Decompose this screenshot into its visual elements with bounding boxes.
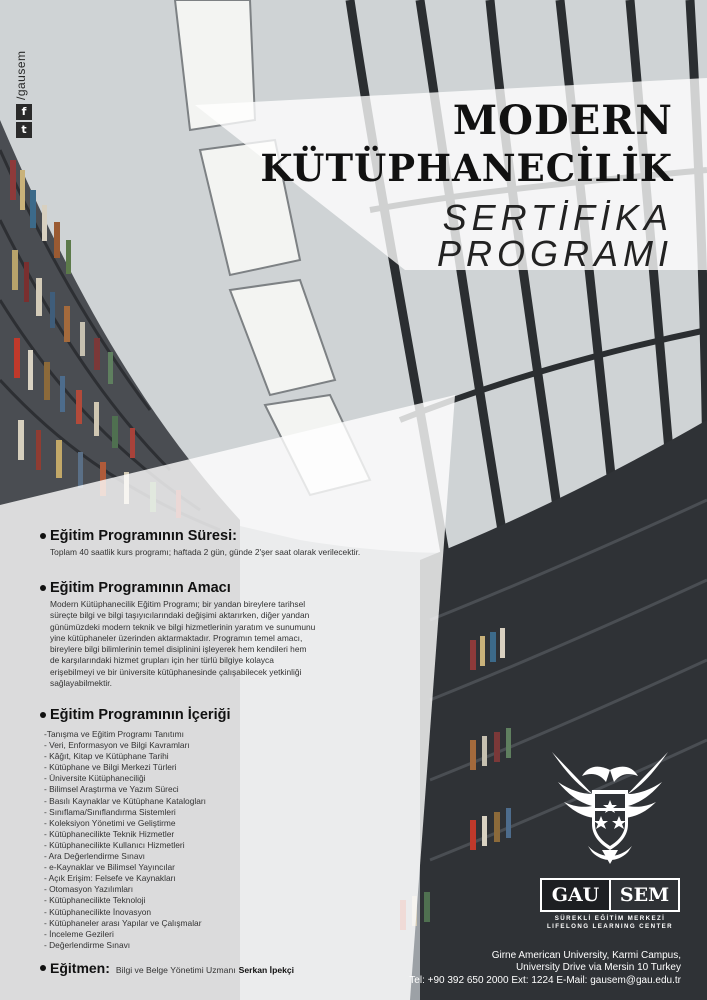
list-item: - Kütüphanecilikte Kullanıcı Hizmetleri — [44, 839, 185, 850]
list-item: -Tanışma ve Eğitim Programı Tanıtımı — [44, 729, 184, 739]
text-line: Modern Kütüphanecilik Eğitim Programı; bir yandan bireylere tarihsel — [50, 599, 306, 609]
content-list — [44, 729, 340, 951]
gausem-logo — [540, 878, 680, 932]
text-line: erişebilmeyi ve bir üniversite kütüphanesinde çalışabilecek yetkinliği — [50, 666, 302, 677]
title-line-3: SERTİFİKA — [442, 197, 673, 238]
list-item: - Kütüphaneler arası Yapılar ve Çalışmalar — [44, 917, 202, 928]
list-item: - Kütüphanecilikte Teknik Hizmetler — [44, 828, 175, 839]
list-item: - Ara Değerlendirme Sınavı — [44, 851, 146, 862]
text-line: günümüzdeki modern teknik ve bilgi hizmetlerinin yaratım ve sunumunu — [50, 621, 316, 632]
section-heading — [40, 707, 340, 723]
social-media-handle[interactable] — [12, 42, 36, 134]
heading-text: Eğitim Programının Süresi: — [50, 528, 237, 544]
list-item: - Üniversite Kütüphaneciliği — [44, 773, 146, 784]
list-item: - Kütüphanecilikte Teknoloji — [44, 895, 146, 906]
list-item: - Otomasyon Yazılımları — [44, 884, 134, 895]
instructor-line — [40, 960, 294, 976]
section-purpose — [40, 580, 400, 689]
title-line-1: MODERN — [452, 97, 673, 144]
list-item: - İnceleme Gezileri — [44, 928, 114, 939]
address-line: Girne American University, Karmi Campus, — [491, 950, 681, 961]
gausem-wordmark-right: SEM — [609, 880, 678, 910]
bullet-icon — [40, 712, 46, 718]
section-heading — [40, 580, 400, 596]
list-item: - Basılı Kaynaklar ve Kütüphane Katalogları — [44, 795, 207, 806]
text-line: süreçte bilgi ve bilgi taşıyıcılarındaki değişimi aktarırken, diğer yandan — [50, 610, 310, 621]
facebook-icon[interactable]: f — [16, 104, 32, 120]
list-item: - Açık Erişim: Felsefe ve Kaynakları — [44, 873, 176, 884]
social-handle-text: /gausem — [14, 50, 28, 100]
list-item: - Değerlendirme Sınavı — [44, 939, 131, 950]
instructor-label: Eğitmen: — [50, 960, 110, 976]
eagle-crest-logo — [548, 742, 672, 866]
section-text — [50, 599, 400, 689]
section-text: Toplam 40 saatlik kurs programı; haftada 2 gün, günde 2'şer saat olarak verilecektir. — [50, 547, 361, 557]
bullet-icon — [40, 965, 46, 971]
bullet-icon — [40, 585, 46, 591]
text-line: yine kütüphaneler üzerinden aktarmaktadır. Programın temel amacı, — [50, 632, 303, 643]
twitter-icon[interactable]: t — [16, 122, 32, 138]
heading-text: Eğitim Programının İçeriği — [50, 707, 231, 723]
address-line: University Drive via Mersin 10 Turkey — [515, 962, 681, 974]
title-line-2: KÜTÜPHANECİLİK — [260, 146, 673, 190]
list-item: - Kâğıt, Kitap ve Kütüphane Tarihi — [44, 751, 169, 762]
title-line-4: PROGRAMI — [436, 233, 673, 274]
section-content — [40, 707, 340, 951]
list-item: - e-Kaynaklar ve Bilimsel Yayıncılar — [44, 862, 175, 873]
list-item: - Bilimsel Araştırma ve Yazım Süreci — [44, 784, 179, 795]
list-item: - Kütüphane ve Bilgi Merkezi Türleri — [44, 762, 177, 773]
text-line: bireylere bilgi bilimlerinin temel disiplinini işleyerek hem kendileri hem — [50, 644, 307, 655]
list-item: - Kütüphanecilikte İnovasyon — [44, 906, 152, 917]
instructor-name: Serkan İpekçi — [238, 965, 295, 975]
gausem-wordmark-left: GAU — [542, 880, 609, 910]
list-item: - Koleksiyon Yönetimi ve Geliştirme — [44, 817, 176, 828]
text-line: sağlayabilmektir. — [50, 678, 112, 689]
list-item: - Veri, Enformasyon ve Bilgi Kavramları — [44, 740, 190, 751]
contact-address — [409, 950, 681, 987]
program-title — [260, 98, 673, 272]
section-duration — [40, 528, 420, 558]
instructor-title: Bilgi ve Belge Yönetimi Uzmanı — [115, 965, 236, 975]
gausem-subtitle-tr: SÜREKLİ EĞİTİM MERKEZİ — [554, 915, 666, 922]
list-item: - Sınıflama/Sınıflandırma Sistemleri — [44, 806, 176, 817]
heading-text: Eğitim Programının Amacı — [50, 580, 231, 596]
text-line: de karşılarındaki hizmet grupları için her türlü bilgiye kolayca — [50, 655, 274, 666]
bullet-icon — [40, 533, 46, 539]
contact-line[interactable]: Tel: +90 392 650 2000 Ext: 1224 E-Mail: gausem@gau.edu.tr — [409, 974, 681, 986]
gausem-wordmark — [540, 878, 680, 912]
gausem-subtitle-en: LIFELONG LEARNING CENTER — [546, 923, 674, 931]
section-heading — [40, 528, 420, 544]
